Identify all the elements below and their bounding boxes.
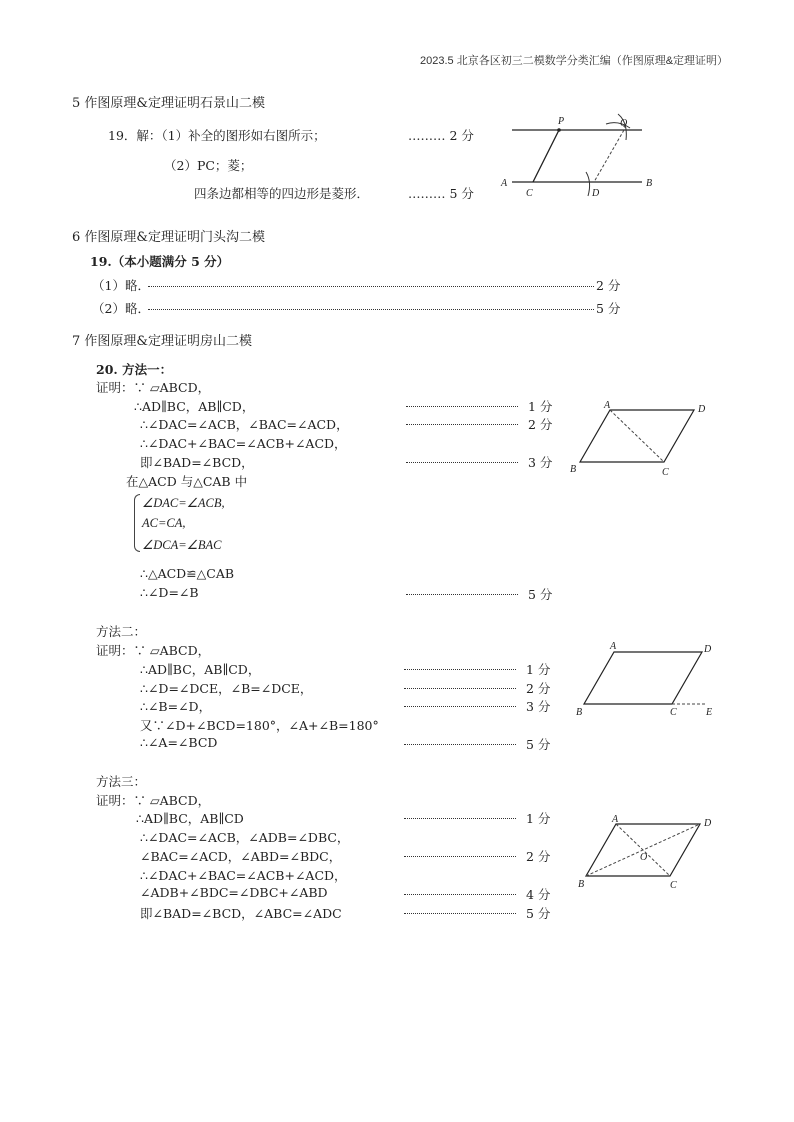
s5-line-3-score: ……… 5 分 [408, 186, 474, 201]
m3-line-5-score: 4 分 [526, 887, 551, 902]
m1-brace-3: ∠DCA=∠BAC [142, 538, 222, 552]
m3-proof: 证明：∵ ▱ABCD， [96, 793, 211, 808]
section-7-title: 7 作图原理&定理证明房山二模 [72, 334, 252, 349]
diagonal-bd [586, 824, 700, 876]
label-d: D [698, 404, 706, 415]
m2-head: 方法二： [96, 624, 147, 639]
m1-line-2-leader [406, 413, 518, 425]
segment-qd [594, 130, 624, 182]
s5-line-2: （2）PC；菱； [164, 158, 253, 173]
m1-line-4-leader [406, 451, 518, 463]
m2-line-5-score: 5 分 [526, 737, 551, 752]
s5-line-1: 19．解：（1）补全的图形如右图所示； [108, 128, 326, 143]
m2-line-1: ∴AD∥BC，AB∥CD， [140, 662, 261, 677]
s5-line-3: 四条边都相等的四边形是菱形． [194, 186, 370, 201]
m2-line-1-score: 1 分 [526, 662, 551, 677]
m1-line-4: 即∠BAD=∠BCD， [140, 455, 254, 470]
s6-head: 19.（本小题满分 5 分） [90, 254, 230, 269]
label-b: B [570, 464, 577, 475]
m2-line-5-leader [404, 733, 516, 745]
m3-line-2: ∴∠DAC=∠ACB，∠ADB=∠DBC， [140, 830, 350, 845]
m1-brace-1: ∠DAC=∠ACB, [142, 496, 225, 510]
m1-line-5: 在△ACD 与△CAB 中 [126, 474, 248, 489]
m1-line-2: ∴∠DAC=∠ACB，∠BAC=∠ACD， [140, 417, 349, 432]
m1-line-7-leader [406, 583, 518, 595]
label-a: A [612, 814, 619, 825]
m2-line-5: ∴∠A=∠BCD [140, 735, 218, 750]
section-6-title: 6 作图原理&定理证明门头沟二模 [72, 230, 265, 245]
m3-line-5-leader [404, 883, 516, 895]
arc-1 [586, 172, 590, 196]
parallelogram-figure-2 [572, 640, 722, 720]
m1-proof: 证明：∵ ▱ABCD， [96, 380, 211, 395]
label-p: P [558, 116, 565, 127]
s6-line-2-leader [148, 297, 594, 310]
label-a: A [501, 178, 508, 189]
m2-proof: 证明：∵ ▱ABCD， [96, 643, 211, 658]
s5-line-1-score: ……… 2 分 [408, 128, 474, 143]
m3-line-1-leader [404, 807, 516, 819]
system-bracket [134, 494, 140, 552]
label-a: A [610, 641, 617, 652]
m1-line-7-score: 5 分 [528, 587, 553, 602]
label-b: B [576, 707, 583, 718]
s6-line-2-score: 5 分 [596, 301, 621, 316]
m1-line-4-score: 3 分 [528, 455, 553, 470]
m2-line-3: ∴∠B=∠D， [140, 699, 212, 714]
s6-line-1: （1）略． [92, 278, 150, 293]
m3-line-3: ∠BAC=∠ACD，∠ABD=∠BDC， [140, 849, 342, 864]
m1-line-6: ∴△ACD≌△CAB [140, 566, 235, 581]
label-c: C [670, 707, 677, 718]
m2-line-4: 又∵∠D+∠BCD=180°，∠A+∠B=180° [140, 718, 379, 733]
label-e: E [706, 707, 713, 718]
m3-line-3-leader [404, 845, 516, 857]
m3-line-1-score: 1 分 [526, 811, 551, 826]
m1-head: 20. 方法一： [96, 362, 173, 377]
m1-line-1: ∴AD∥BC，AB∥CD， [134, 399, 255, 414]
label-b: B [646, 178, 653, 189]
m2-line-2-leader [404, 677, 516, 689]
label-c: C [662, 467, 669, 478]
m3-line-3-score: 2 分 [526, 849, 551, 864]
m2-line-2-score: 2 分 [526, 681, 551, 696]
m3-line-6: 即∠BAD=∠BCD，∠ABC=∠ADC [140, 906, 342, 921]
m3-line-4: ∴∠DAC+∠BAC=∠ACB+∠ACD， [140, 868, 347, 883]
point-p [557, 128, 561, 132]
m1-line-3: ∴∠DAC+∠BAC=∠ACB+∠ACD， [140, 436, 347, 451]
label-a: A [604, 400, 611, 411]
parallelogram-figure-1 [566, 400, 716, 480]
m1-brace-2: AC=CA, [142, 516, 186, 530]
m2-line-1-leader [404, 658, 516, 670]
m1-line-7: ∴∠D=∠B [140, 585, 199, 600]
m1-line-1-leader [406, 395, 518, 407]
m3-line-6-score: 5 分 [526, 906, 551, 921]
label-d: D [704, 818, 712, 829]
m3-head: 方法三： [96, 774, 147, 789]
m3-line-6-leader [404, 902, 516, 914]
label-d: D [704, 644, 712, 655]
s6-line-2: （2）略． [92, 301, 150, 316]
label-q: Q [620, 118, 628, 129]
m3-line-5: ∠ADB+∠BDC=∠DBC+∠ABD [140, 885, 328, 900]
label-o: O [640, 852, 648, 863]
label-b: B [578, 879, 585, 890]
label-c: C [526, 188, 533, 199]
m1-line-2-score: 2 分 [528, 417, 553, 432]
page-header: 2023.5 北京各区初三二模数学分类汇编（作图原理&定理证明） [420, 55, 729, 67]
m3-line-1: ∴AD∥BC，AB∥CD [136, 811, 244, 826]
rhombus-figure [500, 110, 660, 200]
parallelogram-figure-3 [572, 812, 722, 892]
m2-line-3-leader [404, 695, 516, 707]
s6-line-1-score: 2 分 [596, 278, 621, 293]
diagonal-ac [610, 410, 664, 462]
section-5-title: 5 作图原理&定理证明石景山二模 [72, 96, 265, 111]
label-d: D [592, 188, 600, 199]
s6-line-1-leader [148, 274, 594, 287]
m2-line-2: ∴∠D=∠DCE，∠B=∠DCE， [140, 681, 313, 696]
parallelogram-abcd [584, 652, 702, 704]
m2-line-3-score: 3 分 [526, 699, 551, 714]
segment-pc [533, 130, 559, 182]
m1-line-1-score: 1 分 [528, 399, 553, 414]
label-c: C [670, 880, 677, 891]
